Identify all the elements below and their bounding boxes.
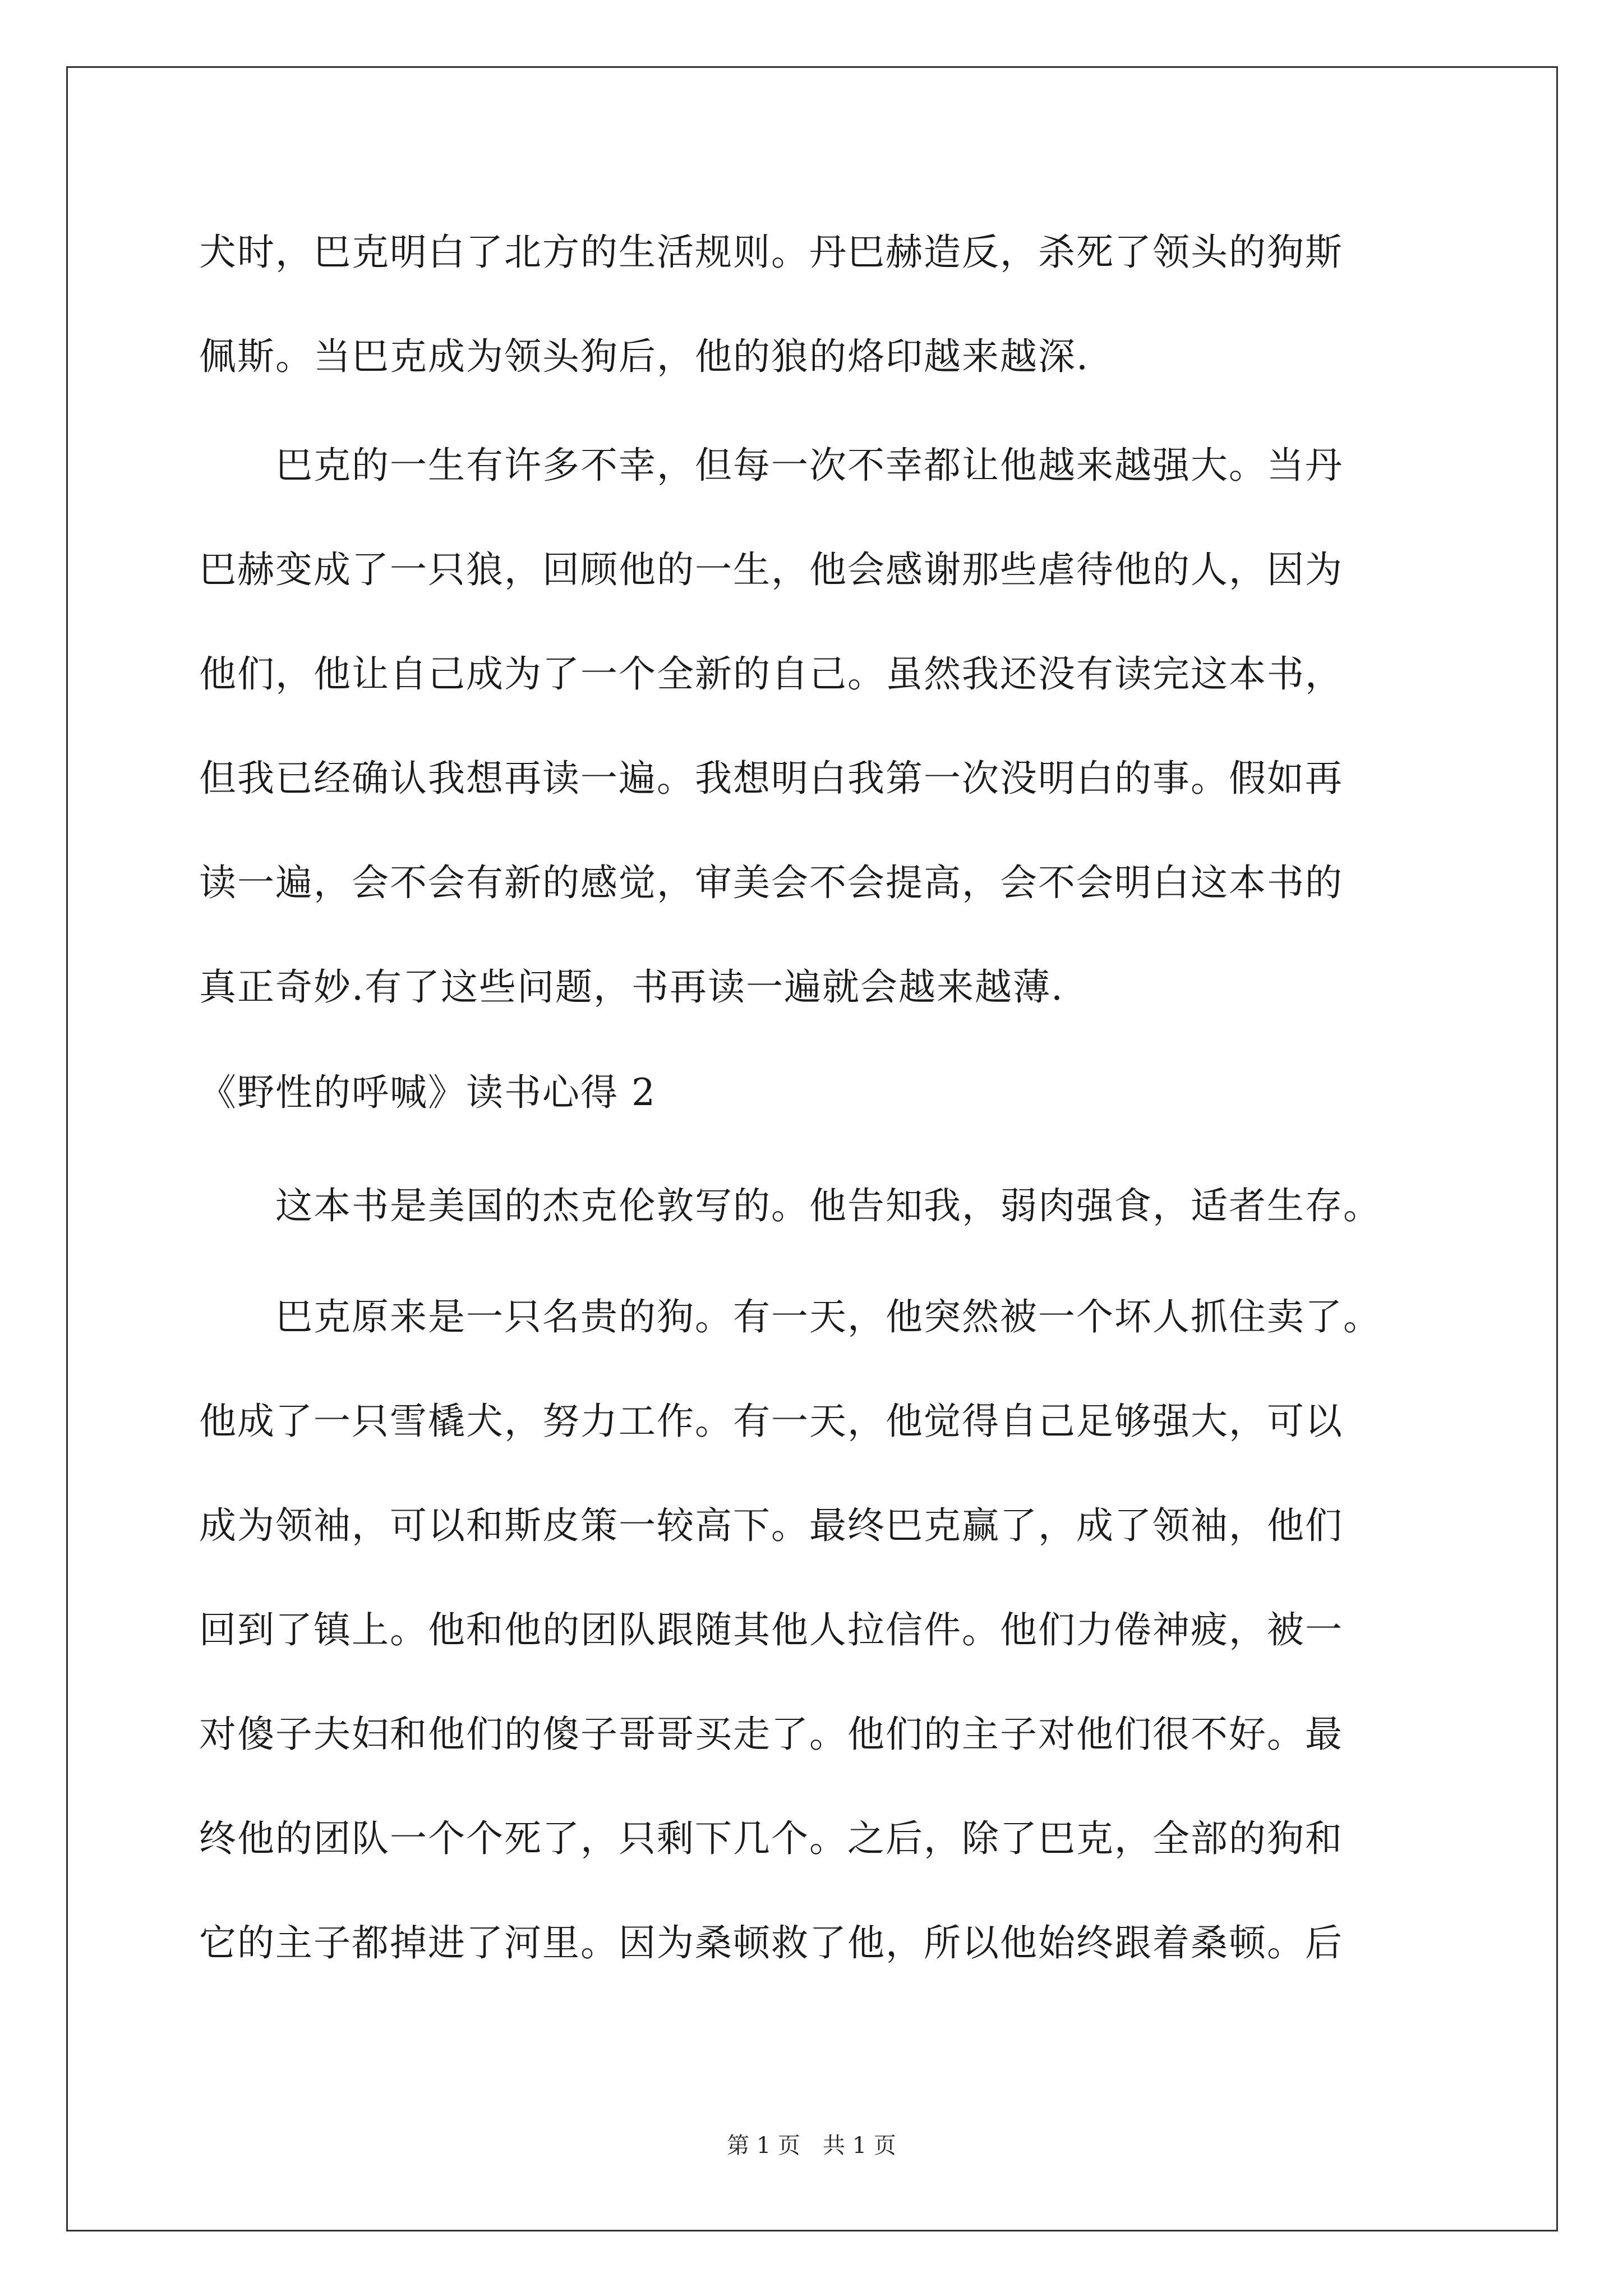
text-line: 他们，他让自己成为了一个全新的自己。虽然我还没有读完这本书，: [199, 652, 1343, 696]
text-line: 他成了一只雪橇犬，努力工作。有一天，他觉得自己足够强大，可以: [199, 1400, 1343, 1443]
text-line: 佩斯。当巴克成为领头狗后，他的狼的烙印越来越深.: [199, 335, 1089, 378]
paragraph-start: 巴克的一生有许多不幸，但每一次不幸都让他越来越强大。当丹: [199, 444, 1343, 487]
text-line: 真正奇妙.有了这些问题，书再读一遍就会越来越薄.: [199, 965, 1064, 1009]
text-line: 终他的团队一个个死了，只剩下几个。之后，除了巴克，全部的狗和: [199, 1817, 1343, 1860]
text-line: 巴赫变成了一只狼，回顾他的一生，他会感谢那些虐待他的人，因为: [199, 548, 1343, 591]
paragraph-start: 巴克原来是一只名贵的狗。有一天，他突然被一个坏人抓住卖了。: [199, 1295, 1381, 1338]
page-footer: 第 1 页 共 1 页: [727, 2133, 896, 2159]
text-line: 读一遍，会不会有新的感觉，审美会不会提高，会不会明白这本书的: [199, 861, 1343, 904]
page-border: [66, 66, 1558, 2231]
section-heading: 《野性的呼喊》读书心得 2: [199, 1071, 656, 1114]
text-line: 回到了镇上。他和他的团队跟随其他人拉信件。他们力倦神疲，被一: [199, 1608, 1343, 1651]
text-line: 成为领袖，可以和斯皮策一较高下。最终巴克赢了，成了领袖，他们: [199, 1504, 1343, 1547]
text-line: 对傻子夫妇和他们的傻子哥哥买走了。他们的主子对他们很不好。最: [199, 1713, 1343, 1756]
text-line: 但我已经确认我想再读一遍。我想明白我第一次没明白的事。假如再: [199, 757, 1343, 800]
text-line: 犬时，巴克明白了北方的生活规则。丹巴赫造反，杀死了领头的狗斯: [199, 231, 1343, 274]
text-line: 它的主子都掉进了河里。因为桑顿救了他，所以他始终跟着桑顿。后: [199, 1921, 1343, 1964]
paragraph-start: 这本书是美国的杰克伦敦写的。他告知我，弱肉强食，适者生存。: [199, 1184, 1381, 1227]
